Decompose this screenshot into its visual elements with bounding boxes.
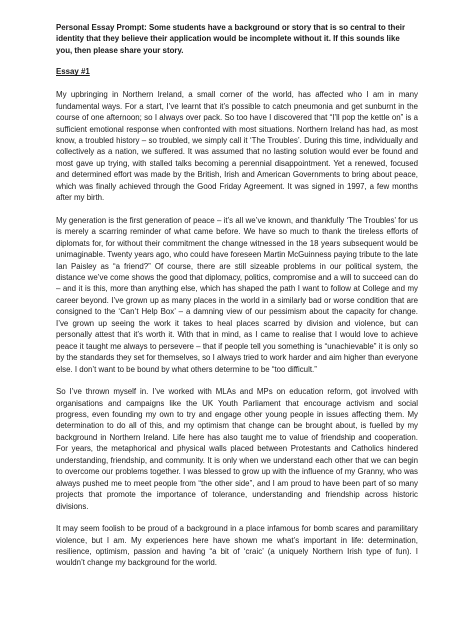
paragraph-3: So I’ve thrown myself in. I’ve worked with MLAs and MPs on education reform, got involved with organisations and campaigns like the UK Youth Parliament that encourage activism and social progress, even founding my own to try and engage other young people in issues affecting them. My determination to do all of this, and my optimism that change can be brought about, is fuelled by my background in Northern Ireland. Life here has also taught me to value of friendship and cooperation. For years, the metaphorical and physical walls placed between Protestants and Catholics hindered understanding, friendship, and community. It is only when we understand each other that we can begin to overcome our problems together. I was blessed to grow up with the influence of my Granny, who was always pushed me to meet people from “the other side”, and I am proud to have been part of so many projects that promote the importance of tolerance, understanding and friendship across historic divisions.: [56, 387, 418, 511]
essay-title: Essay #1: [56, 67, 90, 77]
paragraph-4: It may seem foolish to be proud of a background in a place infamous for bomb scares and paramilitary violence, but I am. My experiences here have shown me what’s important in life: determination, resilience, optimism, passion and having “a bit of ‘craic’ (a uniquely Northern Irish type of fun). I wouldn’t change my background for the world.: [56, 524, 418, 568]
paragraph-1: My upbringing in Northern Ireland, a small corner of the world, has affected who I am in many fundamental ways. For a start, I’ve learnt that it’s possible to catch pneumonia and get sunburnt in the course of one afternoon; so I always over pack. So too have I discovered that “I’ll pop the kettle on” is a sufficient emotional response when confronted with most situations. Northern Ireland has had, as most know, a troubled history – so troubled, we simply call it ‘The Troubles’. During this time, individually and collectively as a nation, we suffered. It was assumed that no lasting solution would ever be found and most gave up trying, with stalled talks becoming a perennial disappointment. Yet a renewed, focused and determined effort was made by the British, Irish and American Governments to bring about peace, which was finally achieved through the Good Friday Agreement. It was signed in 1997, a few months after my birth.: [56, 90, 418, 203]
paragraph-2: My generation is the first generation of peace – it’s all we’ve known, and thankfully ‘The Troubles’ for us is merely a scarring reminder of what came before. We have so much to thank the tireless efforts of diplomats for, for without their commitment the change witnessed in the 18 years subsequent would be unimaginable. Twenty years ago, who could have foreseen Martin McGuinness paying tribute to the late Ian Paisley as “a friend?” Of course, there are still sizeable problems in our political system, the distance we’ve come shows the good that diplomacy, politics, compromise and a will to succeed can do – and it is this, more than anything else, which has shaped the path I want to follow at College and my career beyond. I’ve grown up as many places in the world in a similarly bad or worse condition that are consigned to the ‘Can’t Help Box’ – a damning view of our pessimism about the capacity for change. I’ve grown up seeing the work it takes to heal places scarred by division and violence, but can personally attest that it’s worth it. With that in mind, as I came to realise that I would love to achieve peace it taught me always to persevere – that if people tell you something is “unachievable” it is only so by the standards they set for themselves, so I always tried to work harder and aim higher than everyone else. I don’t want to be bound by what others determine to be “too difficult.”: [56, 215, 418, 374]
essay-prompt: Personal Essay Prompt: Some students have a background or story that is so central to their identity that they believe their application would be incomplete without it. If this sounds like you, then please share your story.: [56, 23, 406, 55]
